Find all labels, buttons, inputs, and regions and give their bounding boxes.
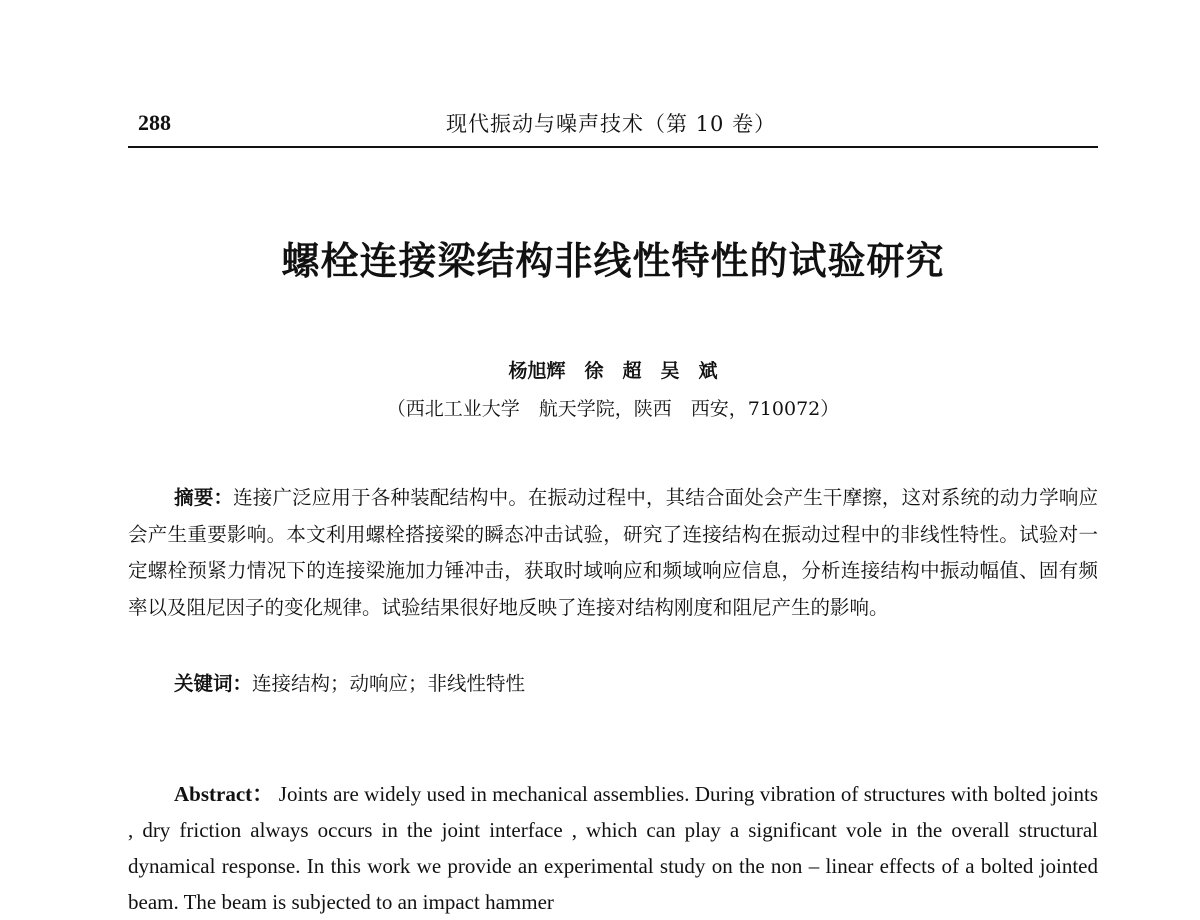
- abstract-chinese: [128, 480, 1098, 626]
- page-number: 288: [138, 110, 171, 135]
- keywords-cn-label: 关键词：: [174, 672, 253, 695]
- abstract-english: [128, 776, 1098, 920]
- authors: 杨旭辉 徐 超 吴 斌: [508, 360, 718, 382]
- abstract-cn-text: 连接广泛应用于各种装配结构中。在振动过程中，其结合面处会产生干摩擦，这对系统的动力学响应会产生重要影响。本文利用螺栓搭接梁的瞬态冲击试验，研究了连接结构在振动过程中的非线性特性。试验对一定螺栓预紧力情况下的连接梁施加力锤冲击，获取时域响应和频域响应信息，分析连接结构中振动幅值、固有频率以及阻尼因子的变化规律。试验结果很好地反映了连接对结构刚度和阻尼产生的影响。: [128, 486, 1098, 619]
- keywords-chinese: [174, 668, 1094, 696]
- page-header: [128, 106, 1098, 146]
- header-rule: [128, 146, 1098, 148]
- abstract-cn-label: 摘要：: [174, 486, 234, 509]
- keywords-cn-text: 连接结构；动响应；非线性特性: [252, 672, 526, 695]
- abstract-en-label: Abstract：: [174, 782, 274, 806]
- paper-title: 螺栓连接梁结构非线性特性的试验研究: [281, 238, 945, 283]
- journal-title: 现代振动与噪声技术（第 10 卷）: [446, 112, 777, 136]
- abstract-en-text: Joints are widely used in mechanical assemblies. During vibration of structures with bolted joints , dry friction always occurs in the joint interface , which can play a significant vole in the overall structural dynamical response. In this work we provide an experimental study on the non – linear effects of a bolted jointed beam. The beam is subjected to an impact hammer: [128, 782, 1098, 914]
- affiliation: （西北工业大学 航天学院，陕西 西安，710072）: [386, 398, 840, 420]
